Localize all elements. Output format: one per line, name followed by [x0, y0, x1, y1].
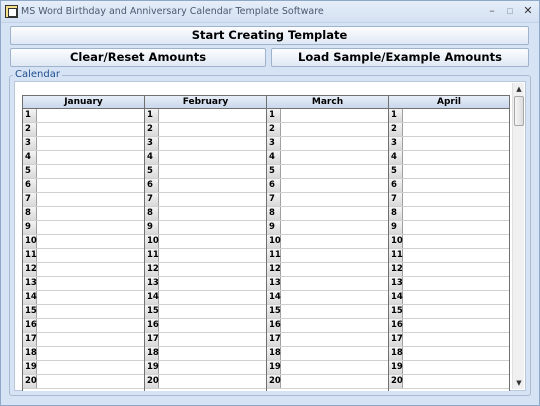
day-row	[267, 375, 388, 389]
day-number-label: 14	[25, 292, 37, 302]
day-entry-field[interactable]	[37, 137, 144, 150]
day-row	[389, 207, 509, 221]
day-row	[389, 375, 509, 389]
day-entry-field[interactable]	[403, 277, 509, 290]
day-number-label: 13	[391, 278, 403, 288]
day-number-label: 15	[147, 306, 159, 316]
day-row	[23, 109, 144, 123]
day-number-label: 4	[145, 151, 159, 164]
day-number-label: 12	[25, 264, 37, 274]
day-row	[267, 179, 388, 193]
day-entry-field[interactable]	[403, 375, 509, 388]
day-entry-field[interactable]	[281, 333, 388, 346]
day-number-label: 2	[23, 123, 37, 136]
day-entry-field[interactable]	[403, 249, 509, 262]
day-entry-field[interactable]	[159, 137, 266, 150]
day-entry-field[interactable]	[37, 193, 144, 206]
day-row	[267, 263, 388, 277]
day-row	[145, 235, 266, 249]
day-entry-field[interactable]	[403, 305, 509, 318]
day-entry-field[interactable]	[403, 109, 509, 122]
month-header: February	[145, 95, 266, 109]
day-row	[145, 361, 266, 375]
day-number-label: 19	[391, 362, 403, 372]
day-entry-field[interactable]	[281, 291, 388, 304]
title-bar	[1, 1, 539, 23]
day-row	[389, 333, 509, 347]
day-row	[267, 361, 388, 375]
day-row	[23, 137, 144, 151]
day-row	[145, 179, 266, 193]
day-row	[145, 221, 266, 235]
day-row	[145, 207, 266, 221]
day-row	[145, 151, 266, 165]
day-entry-field[interactable]	[281, 361, 388, 374]
day-number-label: 20	[391, 376, 403, 386]
day-number-label: 19	[269, 362, 281, 372]
day-entry-field[interactable]	[403, 193, 509, 206]
day-number-label: 1	[23, 109, 37, 122]
day-row	[267, 249, 388, 263]
day-entry-field[interactable]	[37, 109, 144, 122]
day-entry-field[interactable]	[159, 109, 266, 122]
day-row	[145, 109, 266, 123]
calendar-scroll-area	[14, 81, 526, 391]
day-entry-field[interactable]	[37, 165, 144, 178]
day-row	[389, 151, 509, 165]
day-number-label: 10	[25, 236, 37, 246]
day-entry-field[interactable]	[159, 151, 266, 164]
day-entry-field[interactable]	[281, 109, 388, 122]
day-entry-field[interactable]	[37, 361, 144, 374]
day-row	[389, 235, 509, 249]
day-entry-field[interactable]	[37, 263, 144, 276]
day-number-label: 10	[269, 236, 281, 246]
clear-reset-amounts-button[interactable]: Clear/Reset Amounts	[10, 48, 266, 67]
day-number-label: 11	[269, 250, 281, 260]
day-row	[389, 263, 509, 277]
day-entry-field[interactable]	[159, 179, 266, 192]
day-number-label: 18	[147, 348, 159, 358]
day-row	[267, 137, 388, 151]
window-title: MS Word Birthday and Anniversary Calendar Template Software	[21, 6, 324, 17]
day-entry-field[interactable]	[281, 137, 388, 150]
day-entry-field[interactable]	[159, 347, 266, 360]
day-row	[145, 375, 266, 389]
day-entry-field[interactable]	[281, 249, 388, 262]
day-entry-field[interactable]	[403, 263, 509, 276]
day-number-label: 7	[267, 193, 281, 206]
day-number-label: 3	[145, 137, 159, 150]
day-entry-field[interactable]	[37, 333, 144, 346]
day-entry-field[interactable]	[37, 375, 144, 388]
day-row	[145, 193, 266, 207]
day-row	[389, 361, 509, 375]
day-row	[389, 305, 509, 319]
day-entry-field[interactable]	[37, 291, 144, 304]
day-entry-field[interactable]	[159, 165, 266, 178]
day-entry-field[interactable]	[281, 207, 388, 220]
day-entry-field[interactable]	[403, 333, 509, 346]
day-row	[23, 375, 144, 389]
day-row	[267, 221, 388, 235]
day-entry-field[interactable]	[281, 235, 388, 248]
day-entry-field[interactable]	[281, 319, 388, 332]
day-entry-field[interactable]	[159, 305, 266, 318]
day-row	[389, 109, 509, 123]
day-row	[267, 305, 388, 319]
day-row	[145, 165, 266, 179]
day-row	[23, 291, 144, 305]
month-header: January	[23, 95, 144, 109]
day-row	[389, 123, 509, 137]
day-entry-field[interactable]	[403, 361, 509, 374]
day-entry-field[interactable]	[403, 291, 509, 304]
day-number-label: 7	[23, 193, 37, 206]
day-row	[23, 347, 144, 361]
day-entry-field[interactable]	[37, 305, 144, 318]
month-column	[388, 95, 510, 391]
day-number-label: 1	[145, 109, 159, 122]
load-sample-amounts-button[interactable]: Load Sample/Example Amounts	[271, 48, 529, 67]
day-entry-field[interactable]	[159, 221, 266, 234]
start-creating-template-button[interactable]: Start Creating Template	[10, 26, 529, 45]
day-number-label: 19	[147, 362, 159, 372]
day-entry-field[interactable]	[403, 137, 509, 150]
day-row	[23, 151, 144, 165]
day-number-label: 14	[147, 292, 159, 302]
day-entry-field[interactable]	[281, 305, 388, 318]
day-entry-field[interactable]	[281, 221, 388, 234]
minimize-button[interactable]: –	[489, 4, 495, 17]
day-row	[23, 249, 144, 263]
day-entry-field[interactable]	[159, 263, 266, 276]
day-number-label: 11	[391, 250, 403, 260]
day-number-label: 5	[389, 165, 403, 178]
day-entry-field[interactable]	[37, 235, 144, 248]
day-row	[267, 151, 388, 165]
day-number-label: 13	[25, 278, 37, 288]
day-row	[23, 179, 144, 193]
day-number-label: 20	[269, 376, 281, 386]
day-entry-field[interactable]	[37, 277, 144, 290]
day-number-label: 14	[391, 292, 403, 302]
day-entry-field[interactable]	[403, 123, 509, 136]
day-row	[267, 193, 388, 207]
day-entry-field[interactable]	[159, 123, 266, 136]
day-entry-field[interactable]	[403, 347, 509, 360]
day-number-label: 5	[267, 165, 281, 178]
day-number-label: 3	[389, 137, 403, 150]
month-header: April	[389, 95, 509, 109]
day-number-label: 17	[25, 334, 37, 344]
day-entry-field[interactable]	[403, 319, 509, 332]
day-row	[145, 277, 266, 291]
day-number-label: 3	[267, 137, 281, 150]
day-number-label: 18	[391, 348, 403, 358]
day-row	[389, 249, 509, 263]
day-row	[23, 305, 144, 319]
day-number-label: 14	[269, 292, 281, 302]
day-row	[145, 319, 266, 333]
day-entry-field[interactable]	[159, 361, 266, 374]
day-number-label: 2	[145, 123, 159, 136]
day-entry-field[interactable]	[37, 123, 144, 136]
day-number-label: 4	[23, 151, 37, 164]
day-row	[23, 277, 144, 291]
day-row	[389, 193, 509, 207]
day-number-label: 8	[23, 207, 37, 220]
day-entry-field[interactable]	[37, 319, 144, 332]
maximize-button[interactable]: ▫	[506, 4, 514, 17]
month-column	[22, 95, 144, 391]
day-number-label: 10	[391, 236, 403, 246]
day-number-label: 12	[269, 264, 281, 274]
day-row	[267, 235, 388, 249]
day-entry-field[interactable]	[37, 151, 144, 164]
day-row	[267, 123, 388, 137]
day-row	[23, 221, 144, 235]
day-row	[145, 137, 266, 151]
day-number-label: 6	[267, 179, 281, 192]
day-row	[267, 333, 388, 347]
day-number-label: 8	[145, 207, 159, 220]
day-row	[389, 277, 509, 291]
month-header: March	[267, 95, 388, 109]
day-entry-field[interactable]	[159, 193, 266, 206]
day-entry-field[interactable]	[403, 207, 509, 220]
day-row	[23, 207, 144, 221]
day-number-label: 11	[25, 250, 37, 260]
scroll-down-icon[interactable]: ▼	[516, 379, 522, 387]
day-row	[145, 333, 266, 347]
day-row	[267, 347, 388, 361]
day-entry-field[interactable]	[281, 347, 388, 360]
day-row	[267, 291, 388, 305]
day-row	[23, 123, 144, 137]
day-number-label: 12	[391, 264, 403, 274]
day-row	[267, 165, 388, 179]
day-number-label: 9	[389, 221, 403, 234]
day-number-label: 7	[145, 193, 159, 206]
day-entry-field[interactable]	[159, 277, 266, 290]
day-number-label: 11	[147, 250, 159, 260]
day-entry-field[interactable]	[403, 221, 509, 234]
day-number-label: 1	[389, 109, 403, 122]
day-entry-field[interactable]	[159, 249, 266, 262]
day-number-label: 6	[145, 179, 159, 192]
day-entry-field[interactable]	[37, 207, 144, 220]
day-row	[267, 207, 388, 221]
day-number-label: 8	[389, 207, 403, 220]
day-number-label: 13	[147, 278, 159, 288]
day-row	[389, 165, 509, 179]
day-number-label: 16	[269, 320, 281, 330]
day-row	[145, 249, 266, 263]
day-entry-field[interactable]	[403, 151, 509, 164]
scroll-up-icon[interactable]: ▲	[516, 85, 522, 93]
day-row	[23, 361, 144, 375]
day-number-label: 1	[267, 109, 281, 122]
day-number-label: 5	[23, 165, 37, 178]
day-number-label: 6	[389, 179, 403, 192]
day-row	[389, 291, 509, 305]
day-entry-field[interactable]	[281, 179, 388, 192]
day-row	[389, 221, 509, 235]
day-number-label: 17	[269, 334, 281, 344]
day-number-label: 20	[25, 376, 37, 386]
day-row	[145, 263, 266, 277]
day-number-label: 5	[145, 165, 159, 178]
day-entry-field[interactable]	[159, 319, 266, 332]
day-number-label: 4	[389, 151, 403, 164]
day-number-label: 16	[147, 320, 159, 330]
month-column	[144, 95, 266, 391]
day-entry-field[interactable]	[37, 179, 144, 192]
day-entry-field[interactable]	[403, 235, 509, 248]
day-entry-field[interactable]	[37, 221, 144, 234]
day-row	[267, 109, 388, 123]
day-number-label: 8	[267, 207, 281, 220]
day-number-label: 18	[269, 348, 281, 358]
day-number-label: 2	[389, 123, 403, 136]
day-entry-field[interactable]	[159, 235, 266, 248]
day-row	[389, 347, 509, 361]
day-row	[23, 333, 144, 347]
close-button[interactable]: ✕	[523, 4, 533, 17]
day-entry-field[interactable]	[281, 193, 388, 206]
day-number-label: 7	[389, 193, 403, 206]
day-number-label: 20	[147, 376, 159, 386]
day-number-label: 16	[25, 320, 37, 330]
day-number-label: 9	[267, 221, 281, 234]
day-entry-field[interactable]	[159, 291, 266, 304]
day-number-label: 19	[25, 362, 37, 372]
day-entry-field[interactable]	[281, 375, 388, 388]
day-row	[23, 263, 144, 277]
day-row	[389, 137, 509, 151]
scrollbar-thumb[interactable]	[514, 96, 524, 126]
day-entry-field[interactable]	[159, 333, 266, 346]
calendar-grid	[22, 95, 510, 391]
day-entry-field[interactable]	[281, 123, 388, 136]
day-row	[389, 179, 509, 193]
day-row	[145, 291, 266, 305]
day-number-label: 2	[267, 123, 281, 136]
day-number-label: 13	[269, 278, 281, 288]
day-row	[267, 319, 388, 333]
day-row	[389, 319, 509, 333]
day-entry-field[interactable]	[281, 151, 388, 164]
day-entry-field[interactable]	[37, 249, 144, 262]
day-row	[23, 319, 144, 333]
day-number-label: 6	[23, 179, 37, 192]
day-row	[23, 193, 144, 207]
day-number-label: 3	[23, 137, 37, 150]
calendar-group-label: Calendar	[15, 69, 60, 80]
day-entry-field[interactable]	[159, 207, 266, 220]
day-entry-field[interactable]	[281, 277, 388, 290]
vertical-scrollbar[interactable]	[512, 83, 524, 389]
day-number-label: 10	[147, 236, 159, 246]
day-row	[145, 347, 266, 361]
day-number-label: 15	[269, 306, 281, 316]
day-number-label: 9	[145, 221, 159, 234]
day-row	[23, 165, 144, 179]
day-row	[145, 305, 266, 319]
day-entry-field[interactable]	[281, 165, 388, 178]
day-entry-field[interactable]	[281, 263, 388, 276]
day-number-label: 15	[391, 306, 403, 316]
day-number-label: 17	[147, 334, 159, 344]
day-entry-field[interactable]	[37, 347, 144, 360]
day-entry-field[interactable]	[403, 179, 509, 192]
day-number-label: 4	[267, 151, 281, 164]
day-number-label: 15	[25, 306, 37, 316]
day-number-label: 12	[147, 264, 159, 274]
day-entry-field[interactable]	[159, 375, 266, 388]
day-row	[145, 123, 266, 137]
day-row	[267, 277, 388, 291]
day-number-label: 9	[23, 221, 37, 234]
day-number-label: 16	[391, 320, 403, 330]
app-icon	[5, 5, 18, 18]
month-column	[266, 95, 388, 391]
day-entry-field[interactable]	[403, 165, 509, 178]
day-number-label: 17	[391, 334, 403, 344]
day-row	[23, 235, 144, 249]
day-number-label: 18	[25, 348, 37, 358]
